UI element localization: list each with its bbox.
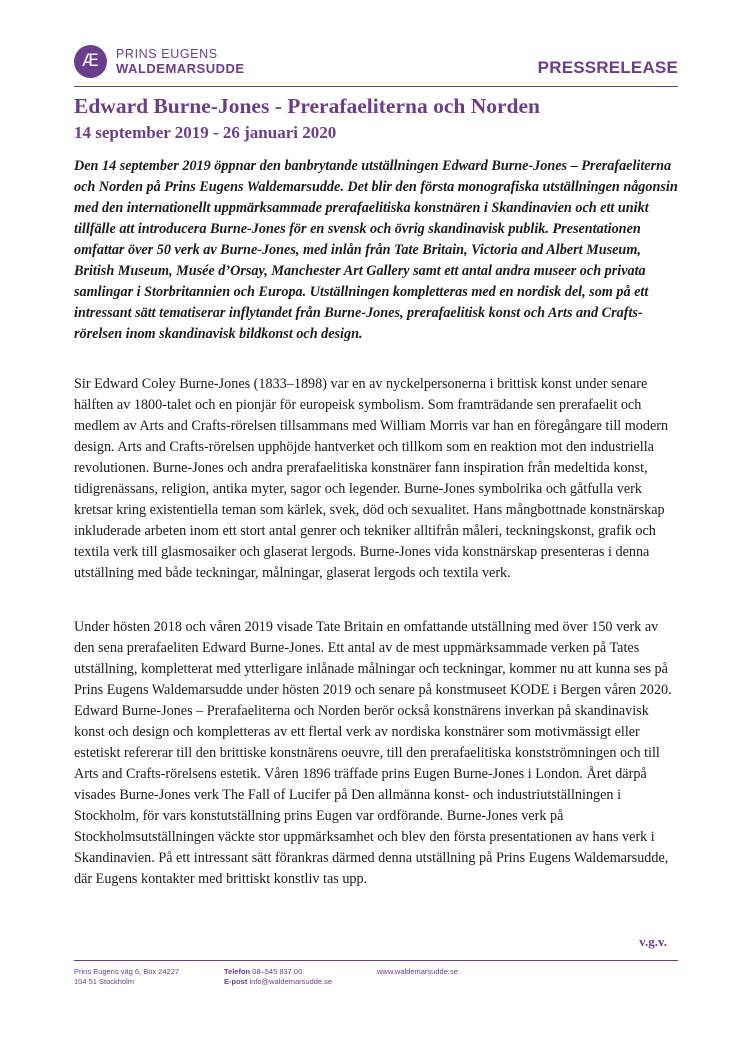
- address-line-1: Prins Eugens väg 6, Box 24227: [74, 967, 180, 976]
- footer-contact: [224, 967, 332, 987]
- phone-row: [224, 967, 332, 977]
- footer-website[interactable]: www.waldemarsudde.se: [377, 967, 458, 976]
- phone-number[interactable]: 08–545 837 00: [252, 967, 303, 976]
- logo-glyph: Æ: [82, 51, 99, 71]
- logo-line-1: PRINS EUGENS: [116, 47, 218, 62]
- logo-line-2: WALDEMARSUDDE: [116, 60, 245, 76]
- email-address[interactable]: info@waldemarsudde.se: [249, 977, 333, 986]
- address-line-2: 104 51 Stockholm: [74, 977, 135, 986]
- footer-divider: [74, 960, 678, 961]
- email-label: E-post: [224, 977, 248, 986]
- museum-logo[interactable]: [74, 45, 245, 78]
- header-divider: [74, 86, 678, 87]
- document-title: Edward Burne-Jones - Prerafaeliterna och Norden: [74, 94, 540, 118]
- email-row: [224, 977, 332, 987]
- body-paragraph-2: Under hösten 2018 och våren 2019 visade Tate Britain en omfattande utställning med över 150 verk av den sena prerafaeliten Edward Burne-Jones. Ett antal av de mest uppmärksammade verken på Tates utställning, kompletterat med ytterligare inlånade målningar och teckningar, kommer nu att kunna ses på Prins Eugens Waldemarsudde under hösten 2019 och senare på konstmuseet KODE i Bergen våren 2020. Edward Burne-Jones – Prerafaeliterna och Norden berör också konstnärens inverkan på skandinavisk konst och design och kompletteras av ett flertal verk av nordiska konstnärer som motivmässigt eller estetiskt refererar till den brittiske konstnärens oeuvre, till den prerafaelitiska konstströmningen och till Arts and Crafts-rörelsens estetik. Våren 1896 träffade prins Eugen Burne-Jones i London. Året därpå visades Burne-Jones verk The Fall of Lucifer på Den allmänna konst- och industriutställningen i Stockholm, för vars konstutställning prins Eugen var ordförande. Burne-Jones verk på Stockholmsutställningen väckte stor uppmärksamhet och blev den första presentationen av hans verk i Skandinavien. På ett intressant sätt förankras därmed denna utställning på Prins Eugens Waldemarsudde, där Eugens kontakter med brittiskt konstliv tas upp.: [74, 619, 672, 887]
- lead-paragraph: Den 14 september 2019 öppnar den banbrytande utställningen Edward Burne-Jones – Prerafaeliterna och Norden på Prins Eugens Waldemarsudde. Det blir den första monografiska utställningen någonsin med den internationellt uppmärksammade prerafaelitiska konstnären i Skandinavien och ett unikt tillfälle att introducera Burne-Jones för en svensk och övrig skandinavisk publik. Presentationen omfattar över 50 verk av Burne-Jones, med inlån från Tate Britain, Victoria and Albert Museum, British Museum, Musée d’Orsay, Manchester Art Gallery samt ett antal andra museer och privata samlingar i Storbritannien och Europa. Utställningen kompletteras med en nordisk del, som på ett intressant sätt tematiserar inflytandet från Burne-Jones, prerafaelitisk konst och Arts and Crafts-rörelsen inom skandinavisk bildkonst och design.: [74, 158, 678, 342]
- footer-address: [74, 967, 179, 987]
- phone-label: Telefon: [224, 967, 251, 976]
- document-type-label: PRESSRELEASE: [537, 58, 678, 77]
- logo-wordmark: [116, 48, 245, 75]
- exhibition-dates: 14 september 2019 - 26 januari 2020: [74, 123, 337, 142]
- continued-note: v.g.v.: [639, 934, 667, 949]
- body-paragraph-1: Sir Edward Coley Burne-Jones (1833–1898) var en av nyckelpersonerna i brittisk konst under senare hälften av 1800-talet och en pionjär för europeisk symbolism. Som framträdande sen prerafaelit och medlem av Arts and Crafts-rörelsen tillsammans med William Morris var han en föregångare till modern design. Arts and Crafts-rörelsen upphöjde hantverket och tillkom som en reaktion mot den industriella revolutionen. Burne-Jones och andra prerafaelitiska konstnärer fann inspiration från medeltida konst, tidigrenässans, religion, antika myter, sagor och legender. Burne-Jones symbolrika och gåtfulla verk kretsar kring existentiella teman som kärlek, svek, död och sexualitet. Hans mångbottnade konstnärskap inkluderade arbeten inom ett stort antal genrer och tekniker alltifrån måleri, teckningskonst, grafik och textila verk till glasmosaiker och glaserat lergods. Burne-Jones vida konstnärskap presenteras i denna utställning med både teckningar, målningar, glaserat lergods och textila verk.: [74, 376, 669, 581]
- logo-monogram-icon: [74, 45, 107, 78]
